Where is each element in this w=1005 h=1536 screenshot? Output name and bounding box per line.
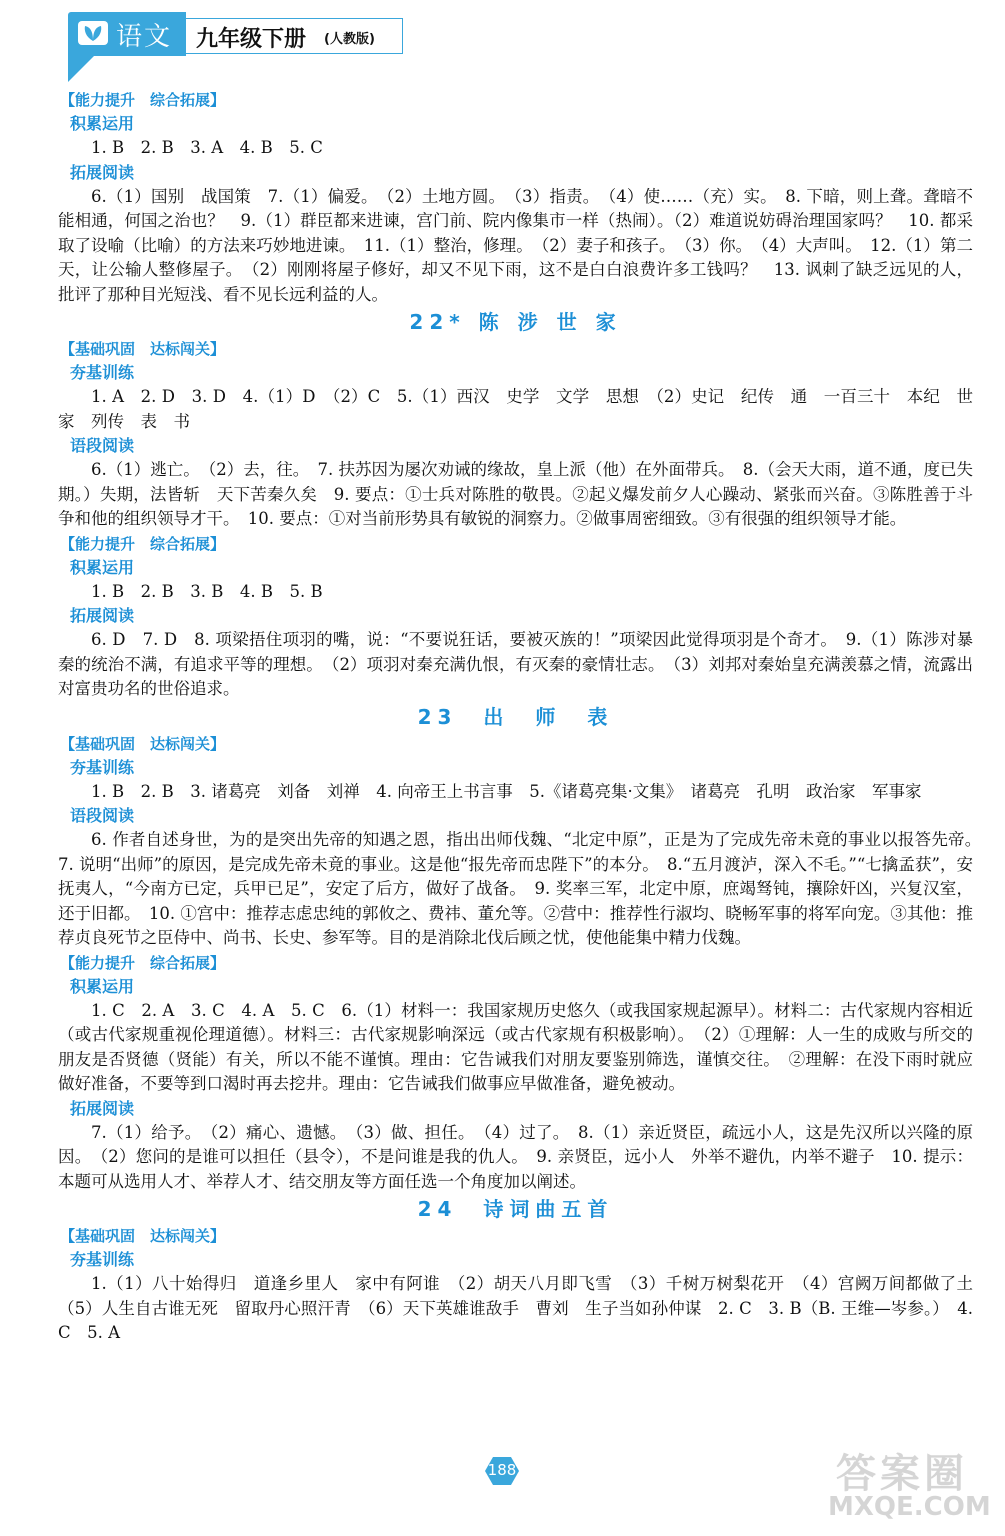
page-number-badge: [484, 1456, 520, 1486]
answer-paragraph: 6. 作者自述身世，为的是突出先帝的知遇之恩，指出出师伐魏、“北定中原”，正是为了完成先帝未竟的事业以报答先帝。 7. 说明“出师”的原因，是完成先帝未竟的事业。这是他“报先帝而忠陛下”的本分。 8.“五月渡泸，深入不毛。”“七擒孟获”，安抚夷人，“今南方已定，兵甲已足”，安定了后方，做好了战备。 9. 奖率三军，北定中原，庶竭驽钝，攘除奸凶，兴复汉室，还于旧都。 10. ①宫中：推荐志虑忠纯的郭攸之、费祎、董允等。②营中：推荐性行淑均、晓畅军事的将军向宠。③其他：推荐贞良死节之臣侍中、尚书、长史、参军等。目的是消除北伐后顾之忧，使他能集中精力伐魏。: [58, 830, 990, 947]
subsection-label: 拓展阅读: [70, 1098, 135, 1118]
answer-paragraph: 6. D 7. D 8. 项梁捂住项羽的嘴，说：“不要说狂话，要被灭族的！”项梁因此觉得项羽是个奇才。 9.（1）陈涉对暴秦的统治不满，有追求平等的理想。 （2）项羽对秦充满仇恨，有灭秦的豪情壮志。 （3）刘邦对秦始皇充满羡慕之情，流露出对富贵功名的世俗追求。: [58, 630, 973, 698]
answer-content: [58, 88, 990, 1346]
edition-label: (人教版): [324, 32, 375, 47]
watermark-logo-text: 答案圈: [836, 1451, 968, 1497]
watermark-url: MXQE.COM: [828, 1492, 991, 1522]
answer-paragraph: 6.（1）国别 战国策 7.（1）偏爱。 （2）土地方圆。 （3）指责。 （4）使……（充）实。 8. 下暗，则上聋。聋暗不能相通，何国之治也？ 9.（1）群臣都来进谏，宫门前、院内像集市一样（热闹）。（2）难道说妨碍治理国家吗？ 10. 都采取了设喻（比喻）的方法来巧妙地进谏。 11.（1）整治，修理。 （2）妻子和孩子。 （3）你。 （4）大声叫。 12.（1）第二天，让公输人整修屋子。 （2）刚刚将屋子修好，却又不见下雨，这不是白白浪费许多工钱吗？ 13. 讽刺了缺乏远见的人，批评了那种目光短浅、看不见长远利益的人。: [58, 186, 973, 304]
section-tag: 【基础巩固 达标闯关】: [60, 340, 226, 358]
answer-paragraph: 1. B 2. B 3. A 4. B 5. C: [91, 138, 323, 157]
subsection-label: 拓展阅读: [70, 606, 135, 625]
section-tag: 【能力提升 综合拓展】: [60, 91, 226, 109]
section-tag: 【基础巩固 达标闯关】: [60, 734, 226, 753]
subsection-label: 积累运用: [70, 114, 135, 133]
answer-paragraph: 1.（1）八十始得归 道逢乡里人 家中有阿谁 （2）胡天八月即飞雪 （3）千树万树梨花开 （4）宫阙万间都做了土 （5）人生自古谁无死 留取丹心照汗青 （6）天下英雄谁敌手 曹刘 生子当如孙仲谋 2. C 3. B（B. 王维—岑参。） 4. C 5. A: [58, 1274, 990, 1342]
section-tag: 【能力提升 综合拓展】: [60, 953, 226, 972]
subsection-label: 夯基训练: [70, 757, 135, 777]
section-tag: 【基础巩固 达标闯关】: [60, 1227, 226, 1245]
header-grade-box: [186, 18, 403, 54]
watermark: [828, 1442, 998, 1532]
answer-paragraph: 1. A 2. D 3. D 4.（1）D （2）C 5.（1）西汉 史学 文学 思想 （2）史记 纪传 通 一百三十 本纪 世家 列传 表 书: [58, 387, 973, 431]
header-tab-tail: [68, 52, 98, 82]
answer-paragraph: 1. B 2. B 3. B 4. B 5. B: [91, 581, 323, 601]
page-number: 188: [487, 1461, 517, 1479]
grade-label: 九年级下册: [196, 27, 307, 52]
leaf-icon: [78, 21, 108, 45]
book-header: [68, 12, 404, 58]
section-tag: 【能力提升 综合拓展】: [60, 534, 226, 553]
header-subject-badge: [68, 12, 186, 56]
lesson-title: 23 出 师 表: [417, 704, 614, 729]
subsection-label: 夯基训练: [70, 363, 135, 382]
subsection-label: 积累运用: [70, 976, 135, 996]
lesson-title: 22* 陈 涉 世 家: [409, 310, 622, 334]
answer-paragraph: 1. B 2. B 3. 诸葛亮 刘备 刘禅 4. 向帝王上书言事 5.《诸葛亮集·文集》 诸葛亮 孔明 政治家 军事家: [91, 781, 922, 801]
subsection-label: 语段阅读: [70, 806, 135, 825]
subsection-label: 拓展阅读: [70, 162, 135, 182]
answer-paragraph: 7.（1）给予。 （2）痛心、遗憾。 （3）做、担任。 （4）过了。 8.（1）亲近贤臣，疏远小人，这是先汉所以兴隆的原因。 （2）您问的是谁可以担任（县令），不是问谁是我的仇人。 9. 亲贤臣，远小人 外举不避仇，内举不避子 10. 提示：本题可从选用人才、举荐人才、结交朋友等方面任选一个角度加以阐述。: [58, 1122, 973, 1191]
subsection-label: 积累运用: [70, 557, 135, 577]
answer-paragraph: 1. C 2. A 3. C 4. A 5. C 6.（1）材料一：我国家规历史悠久（或我国家规起源早）。材料二：古代家规内容相近（或古代家规重视伦理道德）。材料三：古代家规影响深远（或古代家规有积极影响）。 （2）①理解：人一生的成败与所交的朋友是否贤德（贤能）有关，所以不能不谨慎。理由：它告诫我们对朋友要鉴别筛选，谨慎交往。 ②理解：在没下雨时就应做好准备，不要等到口渴时再去挖井。理由：它告诫我们做事应早做准备，避免被动。: [58, 1000, 973, 1093]
subsection-label: 夯基训练: [70, 1250, 135, 1269]
subsection-label: 语段阅读: [70, 436, 135, 455]
answer-paragraph: 6.（1）逃亡。 （2）去，往。 7. 扶苏因为屡次劝诫的缘故，皇上派（他）在外面带兵。 8.（会天大雨，道不通，度已失期。）失期，法皆斩 天下苦秦久矣 9. 要点：①士兵对陈胜的敬畏。②起义爆发前夕人心躁动、紧张而兴奋。③陈胜善于斗争和他的组织领导才干。 10. 要点：①对当前形势具有敏锐的洞察力。②做事周密细致。③有很强的组织领导才能。: [58, 460, 973, 528]
lesson-title: 24 诗词曲五首: [417, 1197, 614, 1221]
subject-label: 语文: [116, 22, 173, 52]
